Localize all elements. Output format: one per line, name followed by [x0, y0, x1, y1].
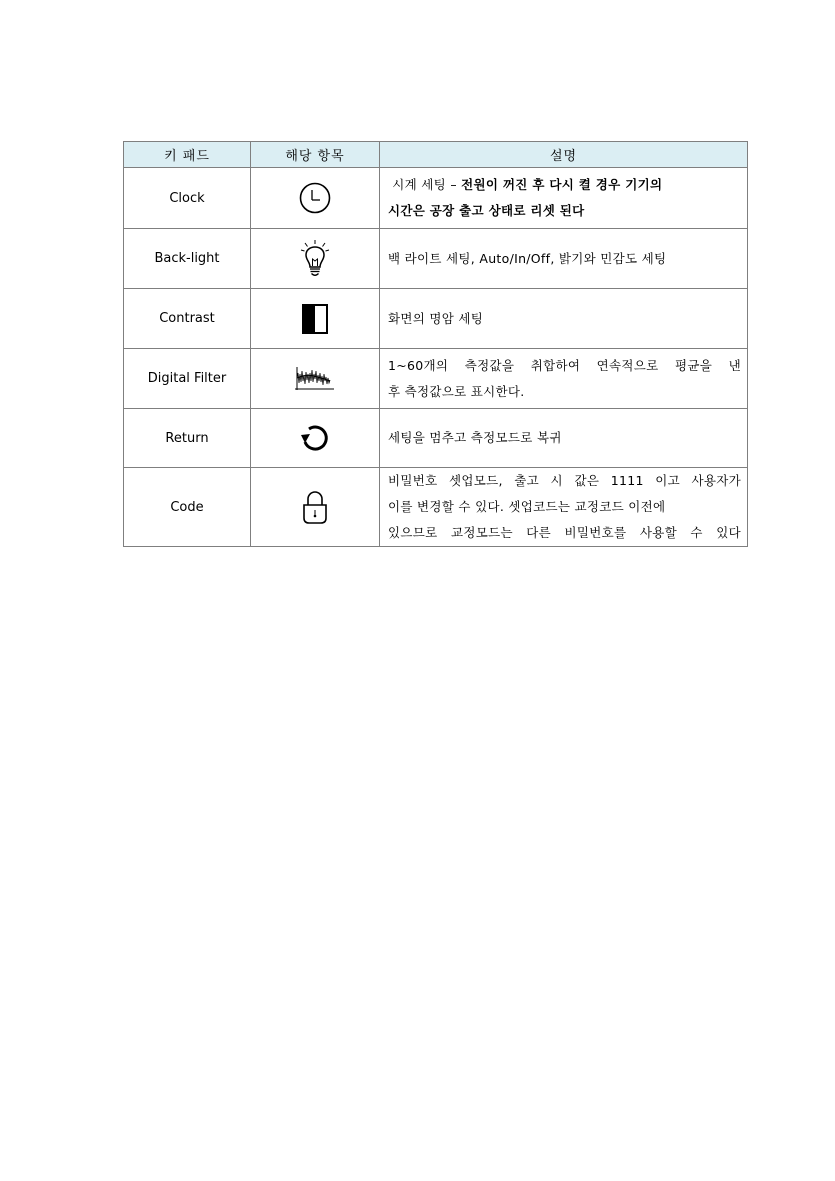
desc-line: 이를 변경할 수 있다. 셋업코드는 교정코드 이전에 [388, 499, 666, 514]
table-row-clock [124, 168, 748, 229]
return-arrow-icon [298, 421, 332, 455]
desc-line: 1~60개의 측정값을 취합하여 연속적으로 평균을 낸 [388, 357, 741, 373]
key-name: Back-light [124, 229, 251, 289]
key-name: Contrast [124, 289, 251, 349]
key-name: Clock [124, 168, 251, 229]
header-keypad: 키 패드 [124, 142, 251, 168]
key-description [380, 468, 748, 547]
desc-line: 후 측정값으로 표시한다. [388, 383, 525, 399]
contrast-icon [301, 303, 329, 335]
desc-line: 있으므로 교정모드는 다른 비밀번호를 사용할 수 있다 [388, 525, 741, 540]
key-name: Return [124, 409, 251, 468]
key-description: 화면의 명암 세팅 [380, 289, 748, 349]
table-row-code [124, 468, 748, 547]
header-item: 해당 항목 [251, 142, 380, 168]
key-description: 백 라이트 세팅, Auto/In/Off, 밝기와 민감도 세팅 [380, 229, 748, 289]
padlock-icon [301, 489, 329, 525]
keypad-table [123, 141, 748, 547]
lightbulb-icon [298, 239, 332, 279]
table-row-return [124, 409, 748, 468]
header-description: 설명 [380, 142, 748, 168]
clock-icon [298, 181, 332, 215]
table-header-row [124, 142, 748, 168]
key-description [380, 168, 748, 229]
desc-line: 시간은 공장 출고 상태로 리셋 된다 [388, 203, 585, 218]
table-row-backlight [124, 229, 748, 289]
desc-line: 시계 세팅 – 전원이 꺼진 후 다시 켤 경우 기기의 [388, 177, 663, 192]
table-row-contrast [124, 289, 748, 349]
key-description [380, 349, 748, 409]
table-row-digital-filter [124, 349, 748, 409]
desc-line: 비밀번호 셋업모드, 출고 시 값은 1111 이고 사용자가 [388, 473, 741, 488]
filter-waveform-icon [294, 365, 336, 393]
key-name: Code [124, 468, 251, 547]
key-description: 세팅을 멈추고 측정모드로 복귀 [380, 409, 748, 468]
key-name: Digital Filter [124, 349, 251, 409]
